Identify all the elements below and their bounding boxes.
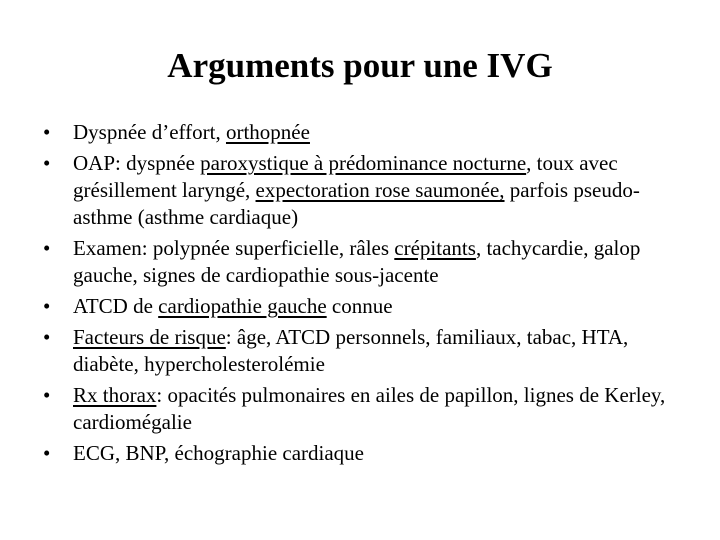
bullet-text: parfois pseudo-asthme (asthme cardiaque): [73, 178, 640, 229]
bullet-text: , toux avec grésillement laryngé,: [73, 151, 618, 202]
bullet-text: connue: [326, 294, 393, 318]
bullet-marker: •: [43, 294, 51, 318]
slide-title: Arguments pour une IVG: [167, 46, 553, 85]
bullet-text: : âge, ATCD personnels, familiaux, tabac, HTA, diabète, hypercholesterolémie: [73, 325, 629, 376]
bullet-text: OAP: dyspnée: [73, 151, 201, 175]
underlined-term: expectoration rose saumonée,: [255, 178, 505, 202]
bullet-marker: •: [43, 325, 51, 349]
bullet-marker: •: [43, 120, 51, 144]
bullet-list: [43, 119, 683, 471]
underlined-term: orthopnée: [225, 120, 310, 144]
bullet-marker: •: [43, 236, 51, 260]
underlined-term: cardiopathie gauche: [158, 294, 327, 318]
bullet-item: [43, 150, 683, 231]
bullet-text: : opacités pulmonaires en ailes de papillon, lignes de Kerley, cardiomégalie: [73, 383, 666, 434]
bullet-text: ECG, BNP, échographie cardiaque: [73, 441, 364, 465]
bullet-item: [43, 293, 683, 320]
bullet-item: [43, 235, 683, 289]
underlined-term: paroxystique à prédominance nocturne: [200, 151, 527, 175]
bullet-item: [43, 382, 683, 436]
bullet-marker: •: [43, 151, 51, 175]
bullet-item: [43, 324, 683, 378]
underlined-term: crépitants: [394, 236, 476, 260]
bullet-marker: •: [43, 383, 51, 407]
bullet-text: Examen: polypnée superficielle, râles: [73, 236, 395, 260]
bullet-text: , tachycardie, galop gauche, signes de cardiopathie sous-jacente: [73, 236, 641, 287]
underlined-term: Rx thorax: [73, 383, 157, 407]
underlined-term: Facteurs de risque: [73, 325, 226, 349]
bullet-marker: •: [43, 441, 51, 465]
bullet-item: [43, 119, 683, 146]
bullet-text: Dyspnée d’effort,: [73, 120, 226, 144]
bullet-item: [43, 440, 683, 467]
bullet-text: ATCD de: [73, 294, 159, 318]
